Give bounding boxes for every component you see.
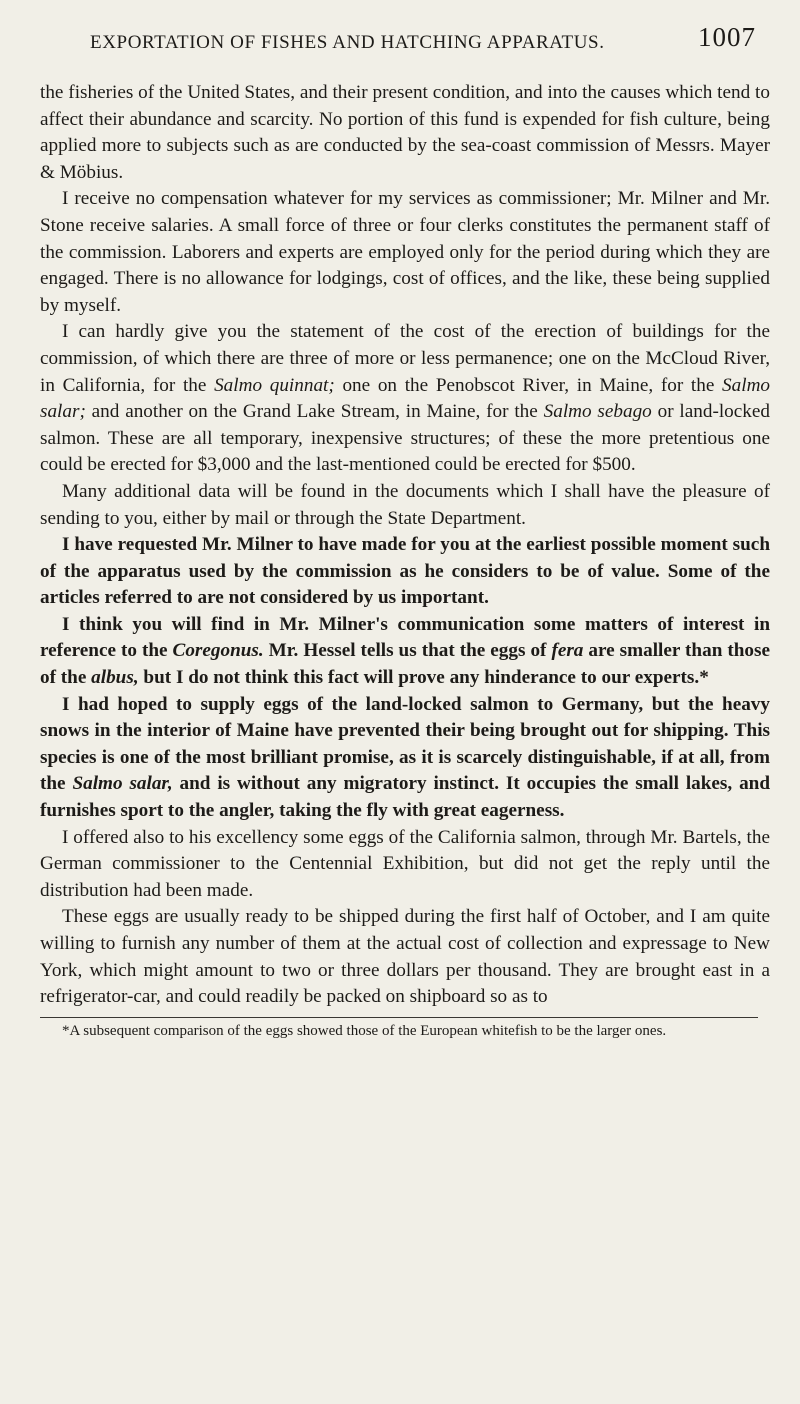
text-run: and another on the Grand Lake Stream, in Maine, for the bbox=[85, 401, 544, 423]
paragraph bbox=[40, 479, 770, 532]
italic-term: fera bbox=[551, 640, 584, 662]
text-run: I can hardly give you the statement of the cost of the erection of buildings for the commission, of which there are three of more or less permanence; one on the McCloud River, in California, for the bbox=[40, 321, 770, 396]
text-run: and is without any migratory instinct. It occupies the small lakes, and furnishes sport to the angler, taking the fly with great eagerness. bbox=[40, 773, 771, 822]
text-run: I have requested Mr. Milner to have made for you at the earliest possible moment such of the apparatus used by the commission as he considers to be of value. Some of the articles referred to are not considered by us important. bbox=[40, 534, 770, 609]
italic-term: Salmo quinnat; bbox=[214, 374, 335, 396]
text-run: the fisheries of the United States, and their present condition, and into the causes which tend to affect their abundance and scarcity. No portion of this fund is expended for fish culture, being applied more to subjects such as are conducted by the sea-coast commission of Messrs. Mayer & Möbius. bbox=[40, 82, 770, 183]
paragraph bbox=[40, 80, 770, 186]
italic-term: Salmo sebago bbox=[543, 401, 652, 423]
text-run: I offered also to his excellency some eggs of the California salmon, through Mr. Bartels, the German commissioner to the Centennial Exhibition, but did not get the reply until the distribution had been made. bbox=[40, 826, 770, 901]
body-text bbox=[40, 80, 770, 1011]
text-run: or land-locked salmon. These are all temporary, inexpensive structures; of these the more pretentious one could be erected for $3,000 and the last-mentioned could be erected for $500. bbox=[40, 401, 770, 476]
paragraph bbox=[40, 904, 770, 1010]
italic-term: Salmo salar, bbox=[72, 773, 173, 795]
paragraph bbox=[40, 532, 770, 612]
text-run: I think you will find in Mr. Milner's communication some matters of interest in reference to the bbox=[40, 613, 770, 662]
paragraph bbox=[40, 825, 770, 905]
text-run: are smaller than those of the bbox=[40, 640, 770, 689]
italic-term: Coregonus. bbox=[172, 640, 264, 662]
paragraph bbox=[40, 186, 770, 319]
text-run: one on the Penobscot River, in Maine, for the bbox=[334, 374, 723, 396]
paragraph bbox=[40, 692, 770, 825]
italic-term: albus, bbox=[91, 667, 139, 689]
text-run: Mr. Hessel tells us that the eggs of bbox=[263, 640, 552, 662]
text-run: I had hoped to supply eggs of the land-locked salmon to Germany, but the heavy snows in the interior of Maine have prevented their being brought out for shipping. This species is one of the most brilliant promise, as it is scarcely distinguishable, if at all, from the bbox=[40, 693, 770, 795]
paragraph bbox=[40, 612, 770, 692]
footnote bbox=[40, 1022, 770, 1041]
italic-term: Salmo salar; bbox=[40, 374, 771, 423]
page-number: 1007 bbox=[698, 22, 756, 52]
running-title: EXPORTATION OF FISHES AND HATCHING APPARATUS. bbox=[90, 32, 605, 53]
footnote-text: *A subsequent comparison of the eggs showed those of the European whitefish to be the larger ones. bbox=[62, 1022, 667, 1039]
text-run: I receive no compensation whatever for my services as commissioner; Mr. Milner and Mr. Stone receive salaries. A small force of three or four clerks constitutes the permanent staff of the commission. Laborers and experts are employed only for the period during which they are engaged. There is no allowance for lodgings, cost of offices, and the like, these being supplied by myself. bbox=[40, 188, 770, 316]
text-run: but I do not think this fact will prove any hinderance to our experts.* bbox=[138, 667, 709, 689]
footnote-rule bbox=[40, 1017, 758, 1018]
running-header bbox=[40, 22, 770, 70]
text-run: These eggs are usually ready to be shipped during the first half of October, and I am quite willing to furnish any number of them at the actual cost of collection and expressage to New York, which might amount to two or three dollars per thousand. They are brought east in a refrigerator-car, and could readily be packed on shipboard so as to bbox=[40, 906, 770, 1008]
text-run: Many additional data will be found in the documents which I shall have the pleasure of sending to you, either by mail or through the State Department. bbox=[40, 480, 770, 529]
paragraph bbox=[40, 319, 770, 479]
